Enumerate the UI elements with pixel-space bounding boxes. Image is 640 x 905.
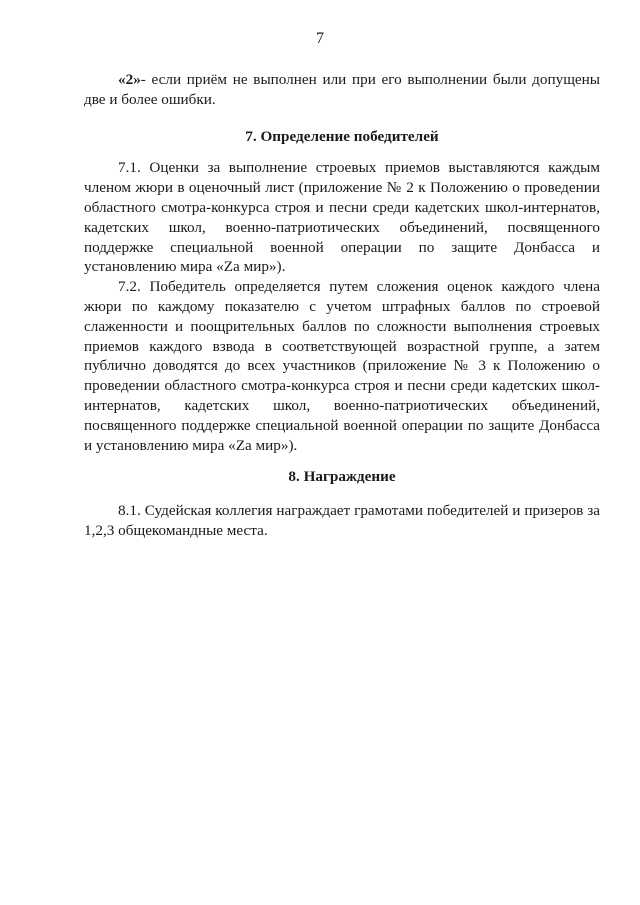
page-number: 7 <box>316 30 324 47</box>
intro-paragraph <box>84 70 600 110</box>
section-8-heading: 8. Награждение <box>288 468 396 486</box>
intro-text: - если приём не выполнен или при его выполнении были допущены две и более ошибки. <box>84 71 600 108</box>
document-body <box>84 70 600 541</box>
grade-mark: «2» <box>118 71 141 88</box>
paragraph-7-1: 7.1. Оценки за выполнение строевых приемов выставляются каждым членом жюри в оценочный лист (приложение № 2 к Положению о проведении областного смотра-конкурса строя и песни среди кадетских школ-интернатов, кадетских школ, военно-патриотических объединений, посвященного поддержке специальной военной операции по защите Донбасса и установлению мира «Za мир»). <box>84 159 600 276</box>
paragraph-7-2: 7.2. Победитель определяется путем сложения оценок каждого члена жюри по каждому показателю с учетом штрафных баллов по строевой слаженности и поощрительных баллов по сложности выполнения строевых приемов каждого взвода в соответствующей возрастной группе, а затем публично доводятся до всех участников (приложение № 3 к Положению о проведении областного смотра-конкурса строя и песни среди кадетских школ-интернатов, кадетских школ, военно-патриотических объединений, посвященного поддержке специальной военной операции по защите Донбасса и установлению мира «Za мир»). <box>84 278 600 454</box>
section-7-heading: 7. Определение победителей <box>245 127 439 145</box>
paragraph-8-1: 8.1. Судейская коллегия награждает грамотами победителей и призеров за 1,2,3 общекомандные места. <box>84 502 600 539</box>
